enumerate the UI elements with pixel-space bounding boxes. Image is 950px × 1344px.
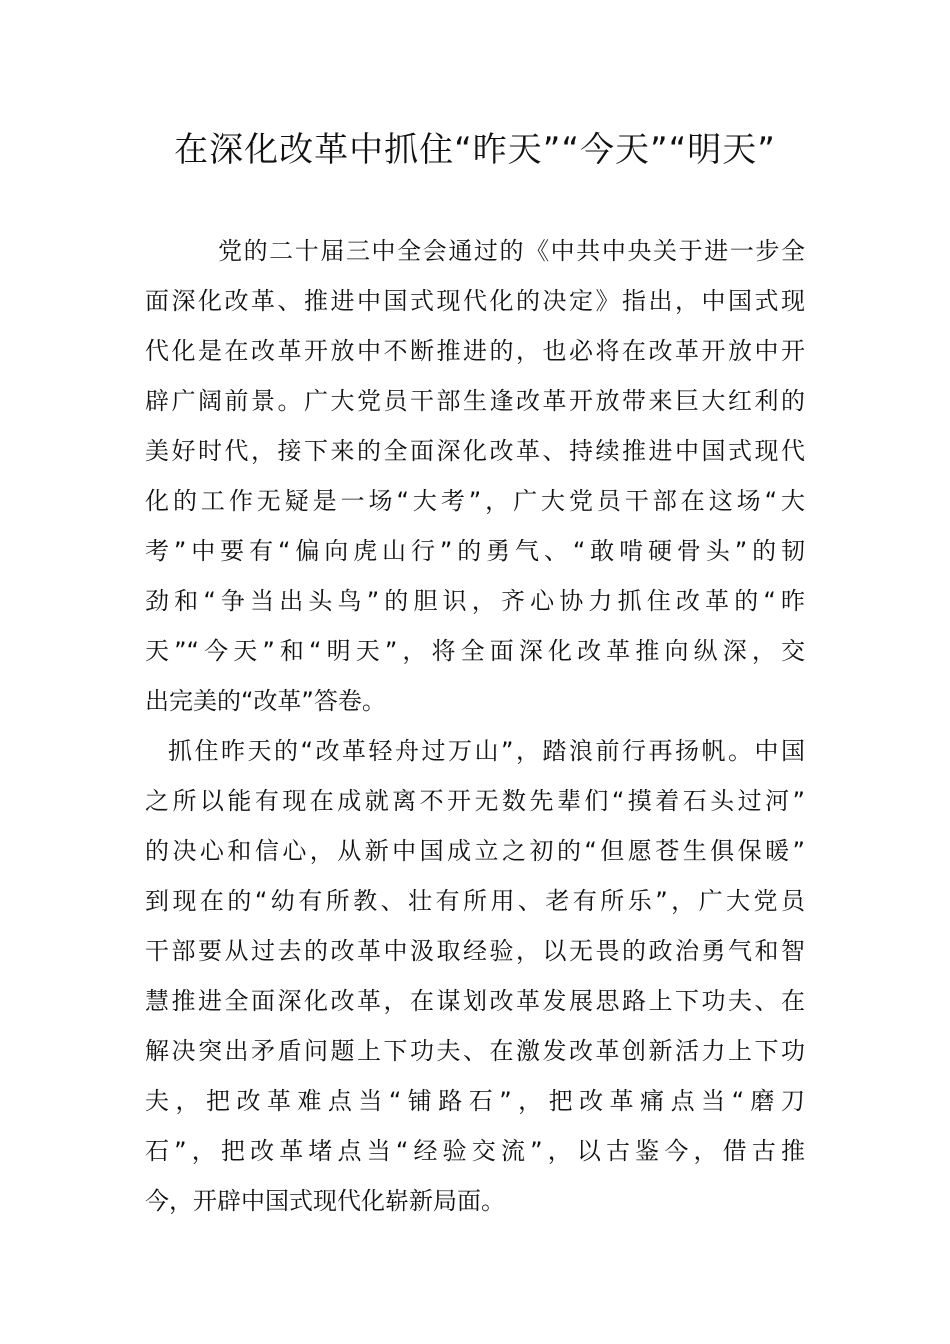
document-title: 在深化改革中抓住“昨天”“今天”“明天” (174, 130, 776, 170)
paragraph-2-line: 干部要从过去的改革中汲取经验，以无畏的政治勇气和智 (145, 937, 805, 965)
paragraph-1-line: 劲和“争当出头鸟”的胆识，齐心协力抓住改革的“昨 (145, 587, 805, 615)
paragraph-2-line: 到现在的“幼有所教、壮有所用、老有所乐”，广大党员 (145, 887, 805, 915)
paragraph-2-line: 解决突出矛盾问题上下功夫、在激发改革创新活力上下功 (145, 1037, 805, 1065)
paragraph-2-line: 慧推进全面深化改革，在谋划改革发展思路上下功夫、在 (145, 987, 805, 1015)
paragraph-1-line: 天”“今天”和“明天”，将全面深化改革推向纵深，交 (145, 637, 805, 665)
paragraph-2-line: 石”，把改革堵点当“经验交流”，以古鉴今，借古推 (145, 1137, 805, 1165)
paragraph-1-line: 代化是在改革开放中不断推进的，也必将在改革开放中开 (145, 337, 805, 365)
paragraph-2-line: 的决心和信心，从新中国成立之初的“但愿苍生俱保暖” (145, 837, 805, 865)
paragraph-2-line: 夫，把改革难点当“铺路石”，把改革痛点当“磨刀 (145, 1087, 805, 1115)
paragraph-2-line: 之所以能有现在成就离不开无数先辈们“摸着石头过河” (145, 787, 805, 815)
paragraph-1-line: 美好时代，接下来的全面深化改革、持续推进中国式现代 (145, 437, 805, 465)
paragraph-2-line: 今，开辟中国式现代化崭新局面。 (145, 1187, 505, 1215)
paragraph-1-line: 辟广阔前景。广大党员干部生逢改革开放带来巨大红利的 (145, 387, 805, 415)
paragraph-1-line: 面深化改革、推进中国式现代化的决定》指出，中国式现 (145, 287, 805, 315)
paragraph-1-line: 党的二十届三中全会通过的《中共中央关于进一步全 (218, 237, 805, 265)
paragraph-2-line: 抓住昨天的“改革轻舟过万山”，踏浪前行再扬帆。中国 (168, 737, 805, 765)
paragraph-1-line: 考”中要有“偏向虎山行”的勇气、“敢啃硬骨头”的韧 (145, 537, 805, 565)
paragraph-1-line: 化的工作无疑是一场“大考”，广大党员干部在这场“大 (145, 487, 805, 515)
paragraph-1-line: 出完美的“改革”答卷。 (145, 687, 386, 715)
